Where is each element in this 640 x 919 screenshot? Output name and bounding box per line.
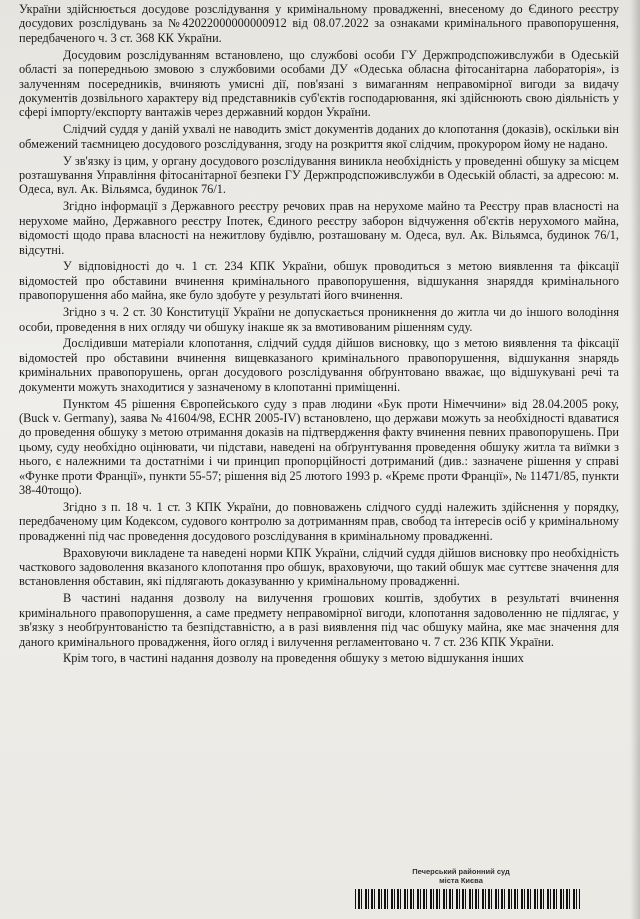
paragraph-case-registration: України здійснюється досудове розслідування у кримінальному провадженні, внесеному до Єдиного реєстру досудових розслідувань за №42022000000000912 від 08.07.2022 за ознаками кримінального правопорушення, передбаченого ч. 3 ст. 368 КК України.	[19, 2, 619, 45]
paragraph-registry-info: Згідно інформації з Державного реєстру речових прав на нерухоме майно та Реєстру прав власності на нерухоме майно, Державного реєстру Іпотек, Єдиного реєстру заборон відчуження об'єктів нерухомого майна, відомості щодо права власності на нежитлову будівлю, розташовану м. Одеса, вул. Ак. Вільямса, будинок 76/1, відсутні.	[19, 199, 619, 257]
court-stamp	[386, 867, 536, 885]
document-body	[19, 2, 619, 668]
paragraph-cpc-3: Згідно з п. 18 ч. 1 ст. 3 КПК України, до повноважень слідчого судді належить здійснення у порядку, передбаченому цим Кодексом, судового контролю за дотриманням прав, свобод та інтересів осіб у кримінальному провадженні під час проведення досудового розслідування в кримінальному провадженні.	[19, 499, 619, 543]
barcode	[355, 889, 580, 909]
court-city: міста Києва	[439, 876, 483, 885]
paragraph-cpc-234: У відповідності до ч. 1 ст. 234 КПК України, обшук проводиться з метою виявлення та фіксації відомостей про обставини вчинення кримінального правопорушення, відшукання знаряддя кримінального правопорушення або майна, яке було здобуте у результаті його вчинення.	[19, 259, 619, 303]
paragraph-judge-conclusion: Дослідивши матеріали клопотання, слідчий суддя дійшов висновку, що з метою виявлення та фіксації відомостей про обставини вчинення вищевказаного кримінального правопорушення, відшукання знарядь кримінальних правопорушень, орган досудового розслідування обґрунтовано вважає, що відшукувані речі та документи можуть знаходитися у зазначеному в клопотанні приміщенні.	[19, 336, 619, 394]
paragraph-continuation: Крім того, в частині надання дозволу на проведення обшуку з метою відшукання інших	[63, 651, 524, 666]
paragraph-echr-buck: Пунктом 45 рішення Європейського суду з прав людини «Бук проти Німеччини» від 28.04.2005 року, (Buck v. Germany), заява № 41604/98, ECHR 2005-IV) встановлено, що держави можуть за необхідності вдаватися до проведення обшуку з метою отримання доказів на підтвердження факту вчинення певних правопорушень. При цьому, суду необхідно оцінювати, чи підстави, наведені на обґрунтування проведення обшуку житла та виїмки з нього, є належними та достатніми і чи принцип пропорційності дотриманий (див.: зазначене рішення у справі «Функе проти Франції», пункти 55-57; рішення від 25 лютого 1993 р. «Кремє проти Франції», № 11471/85, пункти 38-40тощо).	[19, 396, 619, 497]
paragraph-constitution-30: Згідно з ч. 2 ст. 30 Конституції України не допускається проникнення до житла чи до іншого володіння особи, проведення в них огляду чи обшуку інакше як за вмотивованим рішенням суду.	[19, 305, 619, 334]
paragraph-secrecy-note: Слідчий суддя у даній ухвалі не наводить зміст документів доданих до клопотання (доказів), оскільки він обмежений таємницею досудового розслідування, згоду на розкриття якої слідчим, прокурором йому не надано.	[19, 122, 619, 151]
paragraph-investigation-established: Досудовим розслідуванням встановлено, що службові особи ГУ Держпродспоживслужби в Одеській області за попередньою змовою з службовими особами ДУ «Одеська обласна фітосанітарна лабораторія», із залученням посередників, вчиняють умисні дії, пов'язані з вимаганням неправомірної вигоди за видачу документів дозвільного характеру від представників суб'єктів господарювання, які здійснюють свою діяльність у сфері імпорту/експорту вантажів через державний кордон України.	[19, 47, 619, 120]
paragraph-partial-grant: Враховуючи викладене та наведені норми КПК України, слідчий суддя дійшов висновку про необхідність часткового задоволення вказаного клопотання про обшук, враховуючи, що такий обшук має суттєве значення для встановлення обставин, які підлягають доказуванню у кримінальному провадженні.	[19, 545, 619, 589]
scan-edge-shadow	[630, 0, 640, 919]
paragraph-search-necessity: У зв'язку із цим, у органу досудового розслідування виникла необхідність у проведенні обшуку за місцем розташування Управління фітосанітарної безпеки ГУ Держпродспоживслужби в Одеській області, за адресою: м. Одеса, вул. Ак. Вільямса, будинок 76/1.	[19, 153, 619, 197]
paragraph-funds-seizure: В частині надання дозволу на вилучення грошових коштів, здобутих в результаті вчинення кримінального правопорушення, а саме предмету неправомірної вигоди, клопотання задоволенню не підлягає, у зв'язку з необґрунтованістю та безпідставністю, а в разі виявлення під час обшуку майна, яке має значення для даного кримінального провадження, його огляд і вилучення регламентовано ч. 7 ст. 236 КПК України.	[19, 591, 619, 649]
court-name: Печерський районний суд	[412, 867, 510, 876]
